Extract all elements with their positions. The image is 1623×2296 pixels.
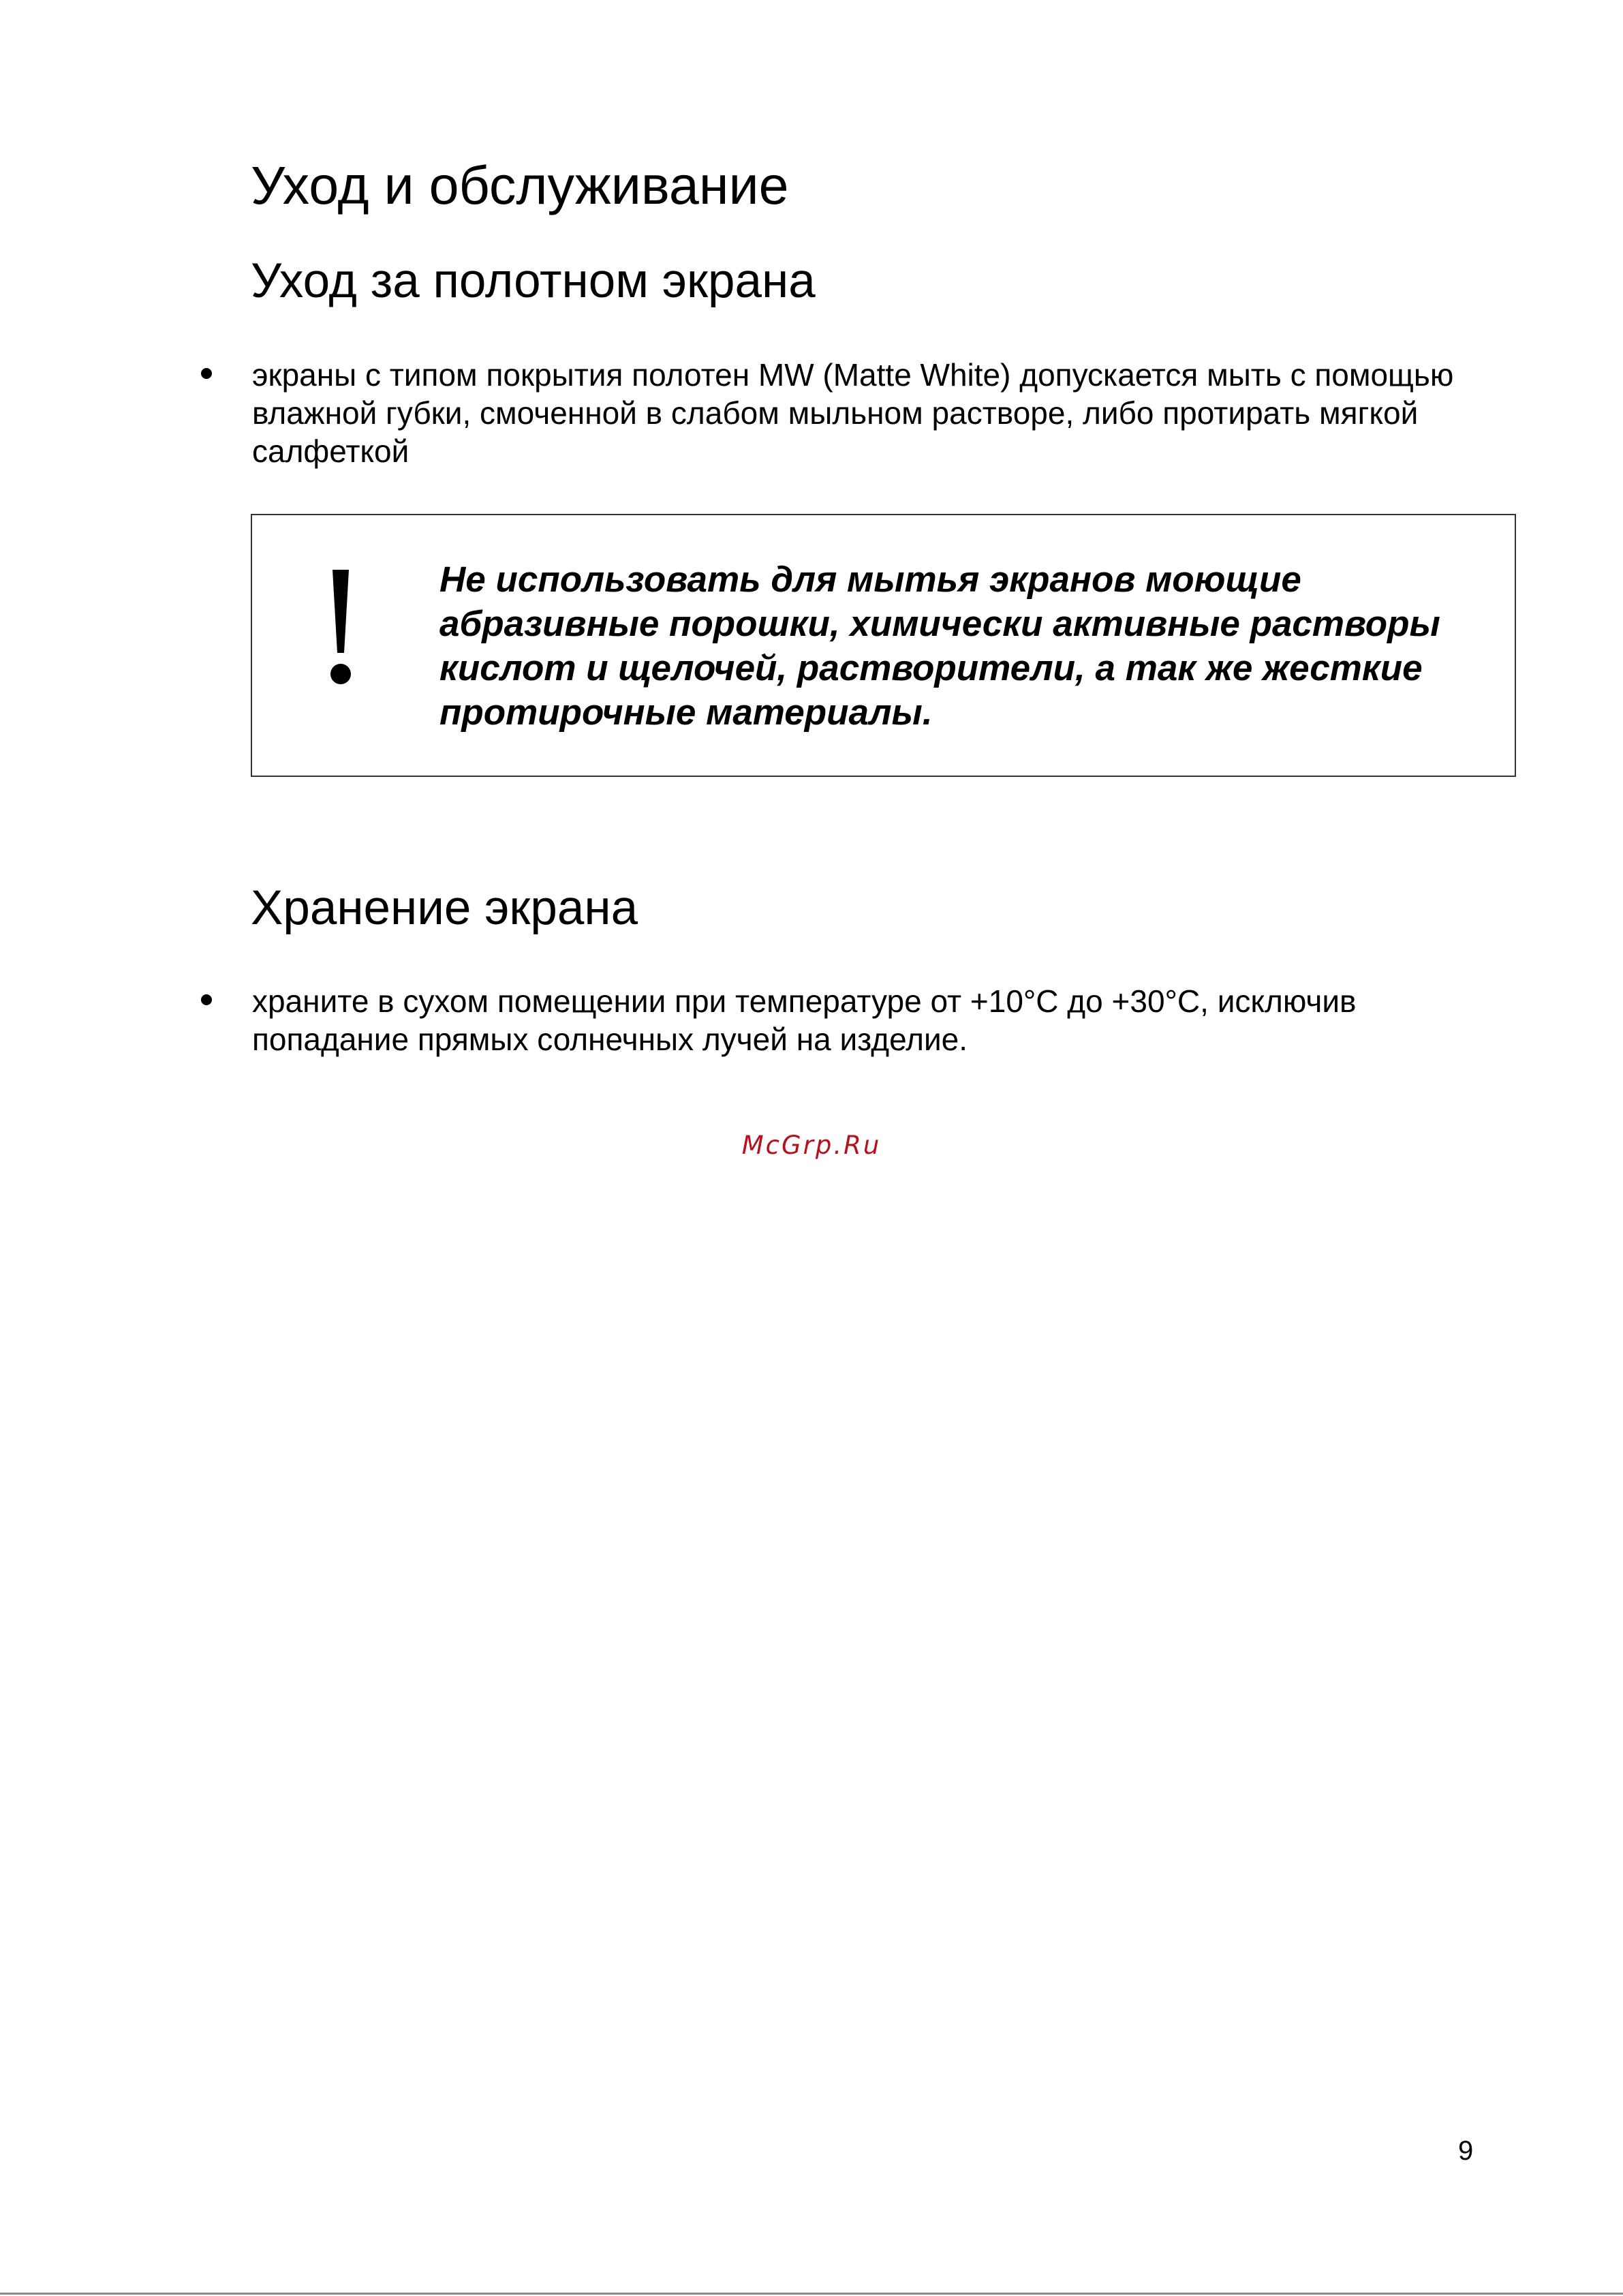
warning-text: Не использовать для мытья экранов моющие абразивные порошки, химически активные растворы кислот и щелочей, растворители, а так же жесткие протирочные материалы. [439, 560, 1440, 733]
page-number: 9 [1458, 2136, 1474, 2166]
section-title-storage: Хранение экрана [251, 881, 638, 935]
bullet-icon [201, 994, 212, 1005]
warning-box [251, 514, 1516, 777]
section-title-care: Уход за полотном экрана [251, 254, 816, 308]
exclamation-icon [320, 567, 361, 690]
page-title: Уход и обслуживание [251, 155, 789, 215]
watermark: McGrp.Ru [741, 1131, 882, 1160]
bullet-icon [201, 368, 212, 379]
storage-bullet-text: храните в сухом помещении при температуре от +10°С до +30°С, исключив попадание прямых солнечных лучей на изделие. [252, 983, 1357, 1057]
page-bottom-divider [0, 2293, 1623, 2295]
care-bullet-text: экраны с типом покрытия полотен MW (Matte White) допускается мыть с помощью влажной губки, смоченной в слабом мыльном растворе, либо протирать мягкой салфеткой [252, 357, 1454, 469]
